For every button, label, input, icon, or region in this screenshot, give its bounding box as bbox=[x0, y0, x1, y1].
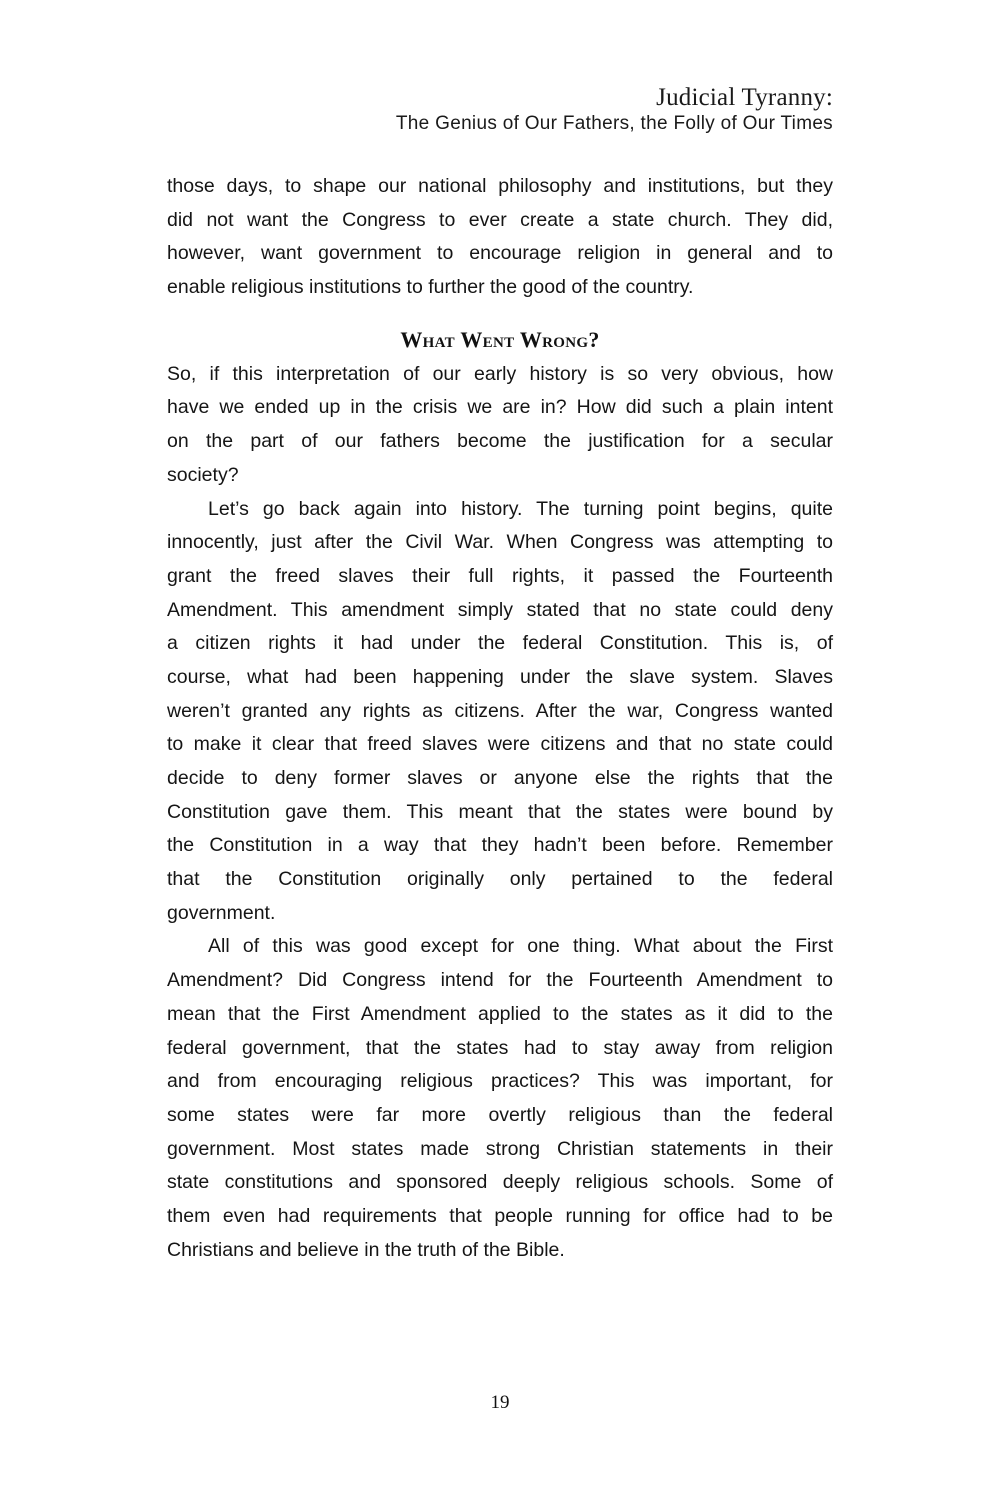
text-line: state constitutions and sponsored deeply religious schools. Some of bbox=[167, 1171, 833, 1194]
text-line: however, want government to encourage religion in general and to bbox=[167, 242, 833, 265]
book-subtitle: The Genius of Our Fathers, the Folly of Our Times bbox=[395, 113, 833, 134]
text-line: and from encouraging religious practices? This was important, for bbox=[167, 1070, 833, 1093]
text-line: Christians and believe in the truth of the Bible. bbox=[167, 1238, 565, 1261]
text-line: did not want the Congress to ever create a state church. They did, bbox=[167, 208, 833, 231]
text-line: a citizen rights it had under the federal Constitution. This is, of bbox=[167, 632, 833, 655]
text-line: society? bbox=[167, 463, 239, 486]
paragraph bbox=[167, 493, 833, 931]
text-line: have we ended up in the crisis we are in? How did such a plain intent bbox=[167, 396, 833, 419]
text-line: Let’s go back again into history. The turning point begins, quite bbox=[208, 497, 833, 520]
text-line: federal government, that the states had to stay away from religion bbox=[167, 1036, 833, 1059]
paragraph bbox=[167, 930, 833, 1267]
text-line: decide to deny former slaves or anyone else the rights that the bbox=[167, 767, 833, 789]
section-heading: What Went Wrong? bbox=[400, 326, 600, 352]
text-line: government. bbox=[167, 901, 276, 924]
text-line: them even had requirements that people running for office had to be bbox=[167, 1204, 833, 1227]
text-line: some states were far more overtly religious than the federal bbox=[167, 1103, 833, 1126]
paragraph-continued bbox=[167, 170, 833, 305]
text-line: So, if this interpretation of our early history is so very obvious, how bbox=[167, 362, 833, 385]
text-line: to make it clear that freed slaves were citizens and that no state could bbox=[167, 733, 833, 756]
text-line: Amendment. This amendment simply stated that no state could deny bbox=[167, 598, 833, 621]
text-line: those days, to shape our national philosophy and institutions, but they bbox=[167, 175, 833, 197]
text-line: that the Constitution originally only pertained to the federal bbox=[167, 868, 833, 891]
paragraph bbox=[167, 358, 833, 493]
text-line: innocently, just after the Civil War. When Congress was attempting to bbox=[167, 531, 833, 554]
text-line: mean that the First Amendment applied to the states as it did to the bbox=[167, 1002, 833, 1025]
text-line: grant the freed slaves their full rights, it passed the Fourteenth bbox=[167, 564, 833, 587]
text-line: Amendment? Did Congress intend for the Fourteenth Amendment to bbox=[167, 969, 833, 992]
text-line: on the part of our fathers become the justification for a secular bbox=[167, 430, 833, 453]
text-line: All of this was good except for one thing. What about the First bbox=[208, 935, 833, 958]
text-line: enable religious institutions to further the good of the country. bbox=[167, 276, 694, 299]
page-number: 19 bbox=[490, 1392, 510, 1413]
text-line: Constitution gave them. This meant that the states were bound by bbox=[167, 800, 833, 823]
running-header bbox=[396, 84, 833, 136]
text-line: weren’t granted any rights as citizens. After the war, Congress wanted bbox=[167, 699, 833, 722]
text-line: course, what had been happening under the slave system. Slaves bbox=[167, 665, 833, 688]
text-line: the Constitution in a way that they hadn’t been before. Remember bbox=[167, 834, 833, 857]
page-body bbox=[167, 170, 833, 1267]
book-title: Judicial Tyranny: bbox=[656, 84, 833, 111]
text-line: government. Most states made strong Christian statements in their bbox=[167, 1137, 833, 1160]
